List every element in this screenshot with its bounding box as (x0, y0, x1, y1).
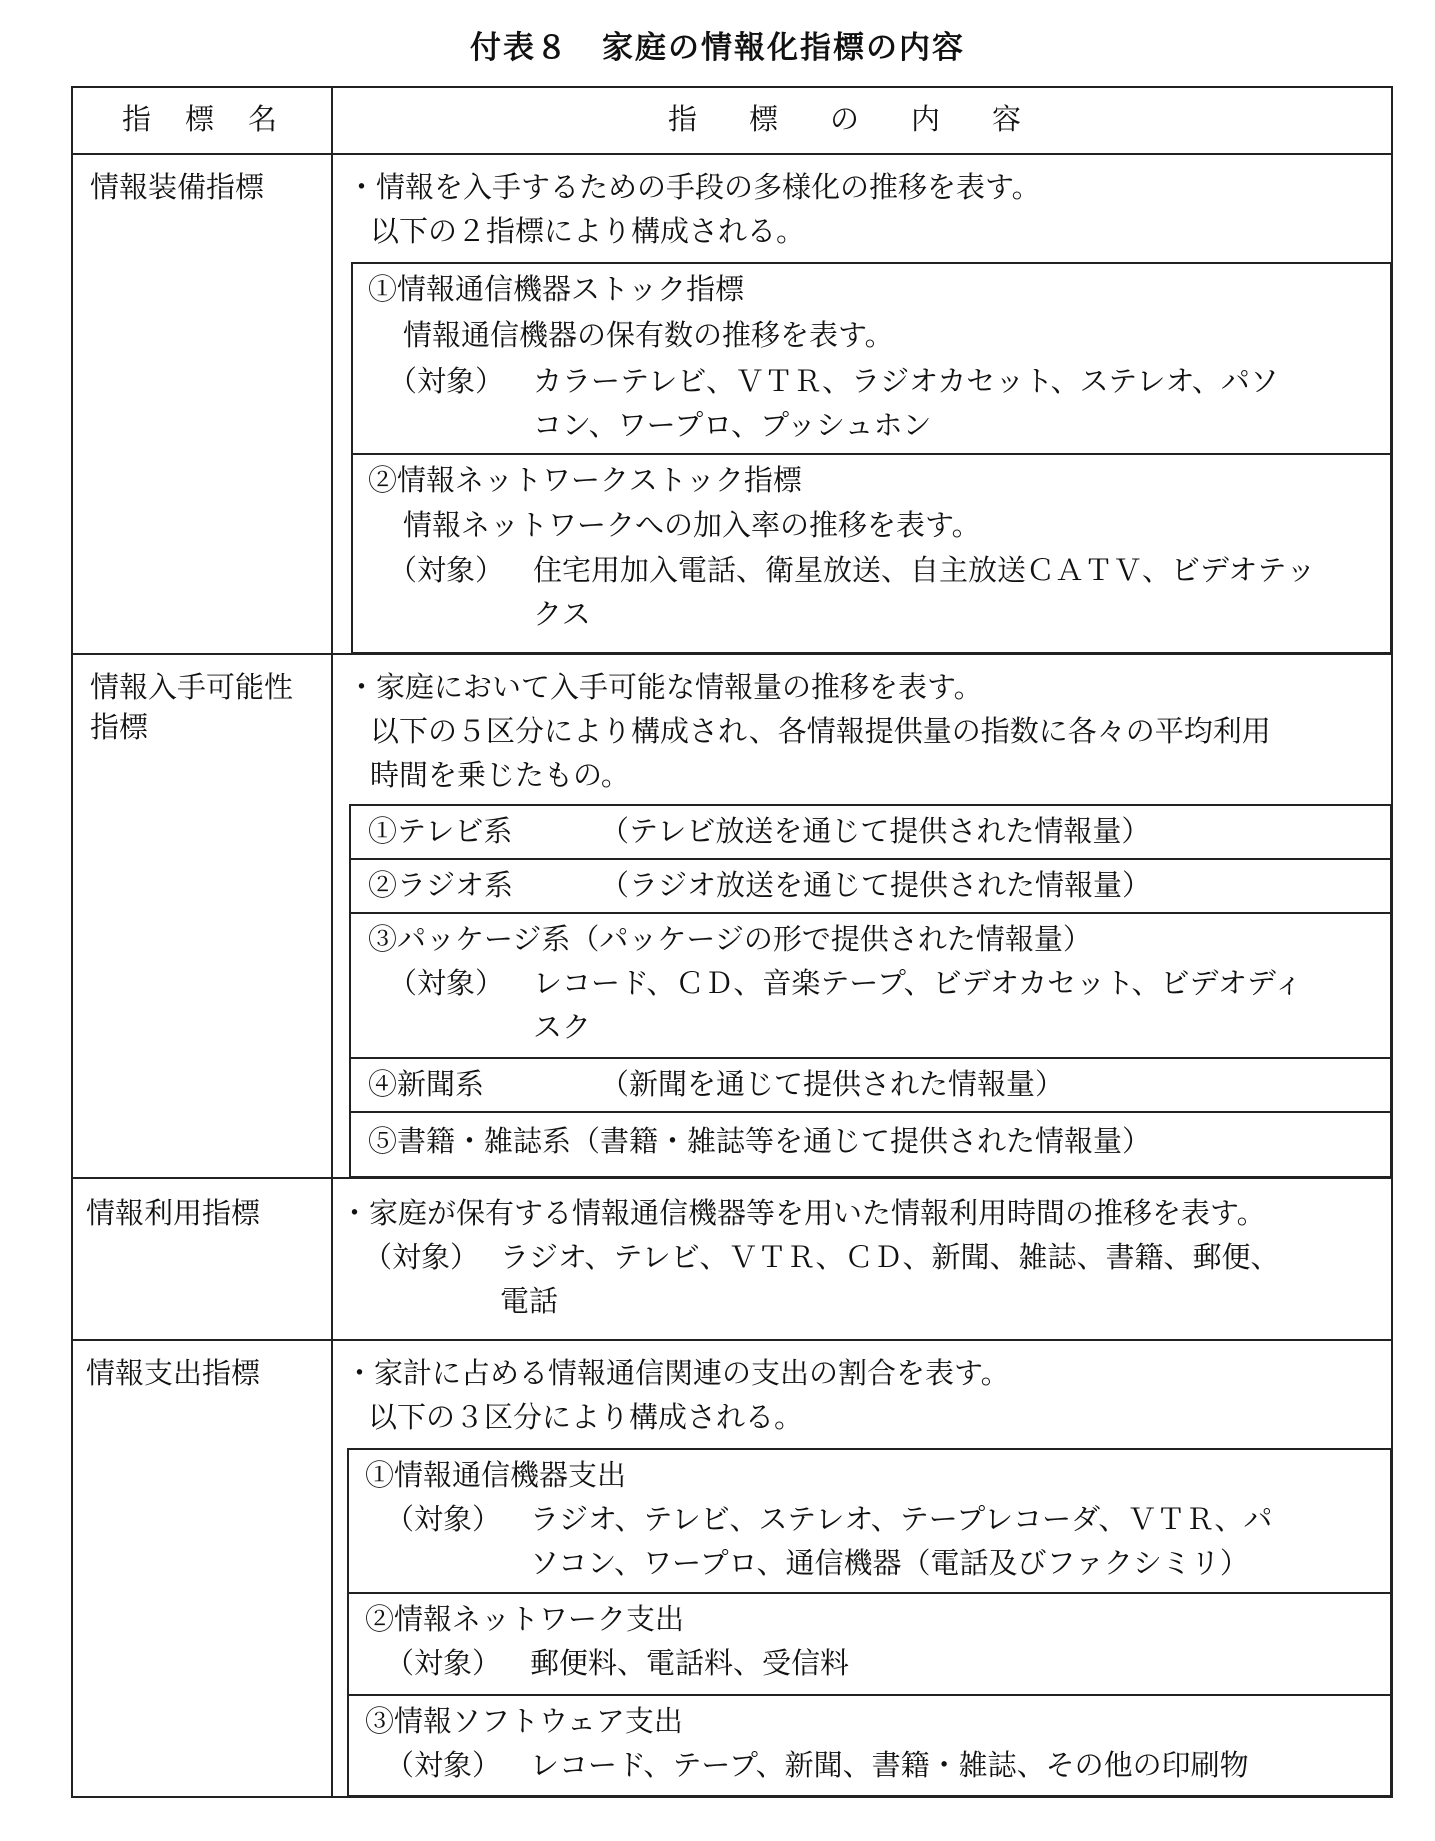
sub-indicator-description: （テレビ放送を通じて提供された情報量） (600, 814, 1151, 848)
sub-indicator-title: ②ラジオ系 (368, 868, 514, 902)
indicator-description: 以下の３区分により構成される。 (368, 1400, 804, 1434)
indicator-name: 指標 (90, 710, 149, 744)
target-items: ラジオ、テレビ、ステレオ、テープレコーダ、ＶＴＲ、パ (530, 1502, 1273, 1536)
page-title: 付表８ 家庭の情報化指標の内容 (470, 30, 965, 66)
sub-indicator-description: 情報ネットワークへの加入率の推移を表す。 (403, 508, 981, 542)
sub-indicator-title: ①情報通信機器ストック指標 (368, 272, 745, 306)
target-items: スク (533, 1010, 592, 1044)
target-items: レコード、ＣＤ、音楽テープ、ビデオカセット、ビデオディ (533, 966, 1303, 1000)
target-items: 郵便料、電話料、受信料 (530, 1646, 850, 1680)
sub-indicator-title: ①情報通信機器支出 (365, 1458, 627, 1492)
target-label: （対象） (388, 553, 505, 587)
target-items: 住宅用加入電話、衛星放送、自主放送ＣＡＴＶ、ビデオテッ (533, 553, 1316, 587)
target-items: レコード、テープ、新聞、書籍・雑誌、その他の印刷物 (530, 1748, 1249, 1782)
target-label: （対象） (385, 1748, 502, 1782)
sub-indicator-title: ④新聞系 (368, 1067, 485, 1101)
indicator-name: 情報利用指標 (86, 1196, 261, 1230)
indicator-description: 時間を乗じたもの。 (370, 758, 630, 792)
row-separator (72, 1339, 1392, 1341)
target-items: ラジオ、テレビ、ＶＴＲ、ＣＤ、新聞、雑誌、書籍、郵便、 (500, 1240, 1280, 1274)
target-items: クス (533, 597, 591, 631)
header-indicator-name: 指標名 (122, 102, 312, 136)
sub-indicator-title: ③パッケージ系（パッケージの形で提供された情報量） (368, 922, 1092, 956)
target-label: （対象） (388, 364, 505, 398)
indicator-description: ・情報を入手するための手段の多様化の推移を表す。 (347, 170, 1041, 204)
indicator-description: ・家庭において入手可能な情報量の推移を表す。 (347, 670, 983, 704)
indicator-description: ・家庭が保有する情報通信機器等を用いた情報利用時間の推移を表す。 (340, 1196, 1266, 1230)
indicator-name: 情報支出指標 (86, 1356, 261, 1390)
target-items: コン、ワープロ、プッシュホン (533, 408, 932, 442)
column-divider (331, 87, 333, 1797)
target-label: （対象） (363, 1240, 480, 1274)
indicator-description: 以下の５区分により構成され、各情報提供量の指数に各々の平均利用 (370, 714, 1271, 748)
sub-indicator-description: （ラジオ放送を通じて提供された情報量） (600, 868, 1152, 902)
header-separator (72, 153, 1392, 155)
target-label: （対象） (385, 1646, 502, 1680)
sub-indicator-title: ③情報ソフトウェア支出 (365, 1704, 683, 1738)
sub-indicator-title: ①テレビ系 (368, 814, 513, 848)
indicator-name: 情報入手可能性 (90, 670, 294, 704)
target-items: カラーテレビ、ＶＴＲ、ラジオカセット、ステレオ、パソ (533, 364, 1279, 398)
target-items: 電話 (500, 1284, 559, 1318)
indicator-description: ・家計に占める情報通信関連の支出の割合を表す。 (345, 1356, 1010, 1390)
indicator-description: 以下の２指標により構成される。 (370, 214, 806, 248)
sub-indicator-description: （新聞を通じて提供された情報量） (600, 1067, 1065, 1101)
sub-indicator-title: ②情報ネットワークストック指標 (368, 463, 802, 497)
sub-indicator-title: ②情報ネットワーク支出 (365, 1602, 685, 1636)
sub-indicator-title: ⑤書籍・雑誌系（書籍・雑誌等を通じて提供された情報量） (368, 1124, 1152, 1158)
header-indicator-content: 指標の内容 (668, 102, 1074, 136)
sub-indicator-description: 情報通信機器の保有数の推移を表す。 (403, 318, 894, 352)
target-label: （対象） (385, 1502, 502, 1536)
indicator-name: 情報装備指標 (90, 170, 265, 204)
target-label: （対象） (388, 966, 505, 1000)
target-items: ソコン、ワープロ、通信機器（電話及びファクシミリ） (530, 1546, 1249, 1580)
